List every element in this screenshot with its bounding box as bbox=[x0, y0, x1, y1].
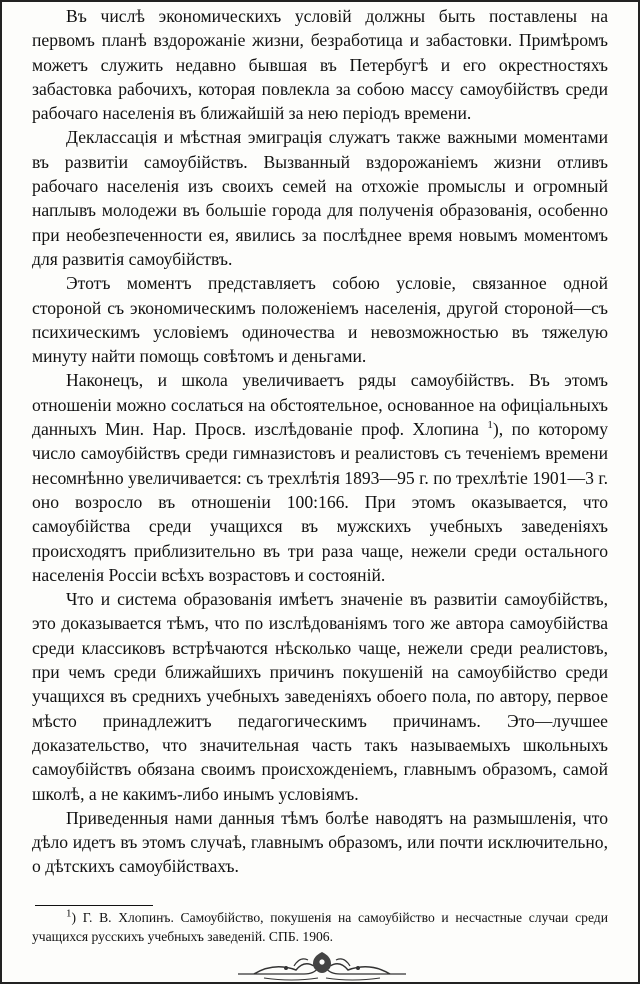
decorative-ornament bbox=[234, 948, 410, 984]
school-statistics-text: Наконецъ, и школа увеличиваетъ ряды самоубійствъ. Въ этомъ отношеніи можно сослаться на обстоятельное, основанное на офиціальныхъ данныхъ Мин. Нар. Просв. изслѣдованіе проф. Хлопина bbox=[32, 370, 608, 440]
paragraph-education-system: Что и система образованія имѣетъ значеніе въ развитіи самоубійствъ, это доказывается тѣмъ, что по изслѣдованіямъ того же автора самоубійства среди классиковъ встрѣчаются нѣсколько чаще, нежели среди реалистовъ, при чемъ среди ближайшихъ причинъ покушеній на самоубійство среди учащихся въ среднихъ учебныхъ заведеніяхъ обоего пола, по автору, первое мѣсто принадлежитъ педагогическимъ причинамъ. Это—лучшее доказательство, что значительная часть такъ называемыхъ школьныхъ самоубійствъ обязана своимъ происхожденіемъ, главнымъ образомъ, самой школѣ, а не какимъ-либо инымъ условіямъ. bbox=[32, 589, 608, 804]
main-text bbox=[32, 4, 608, 879]
paragraph-conclusion: Приведенныя нами данныя тѣмъ болѣе наводятъ на размышленія, что дѣло идетъ въ этомъ случаѣ, главнымъ образомъ, или почти исключительно, о дѣтскихъ самоубійствахъ. bbox=[32, 807, 608, 877]
footnote-text: ) Г. В. Хлопинъ. Самоубійство, покушенія на самоубійство и несчастные случаи среди учащихся русскихъ учебныхъ заведеній. СПБ. 1906. bbox=[32, 910, 608, 944]
footnote bbox=[32, 909, 608, 946]
paragraph-economic-conditions: Въ числѣ экономическихъ условій должны быть поставлены на первомъ планѣ вздорожаніе жизни, безработица и забастовки. Примѣромъ можетъ служить недавно бывшая въ Петербугѣ и его окрестностяхъ забастовка рабочихъ, которая повлекла за собою массу самоубійствъ среди рабочаго населенія въ ближайшій за нею періодъ времени. bbox=[32, 6, 608, 124]
footnote-reference: 1 bbox=[487, 419, 493, 432]
paragraph-school-statistics bbox=[32, 368, 608, 587]
footnote-marker: 1 bbox=[66, 907, 72, 920]
footnote-divider bbox=[35, 905, 153, 906]
school-statistics-continuation: ), по которому число самоубійствъ среди гимназистовъ и реалистовъ съ теченіемъ времени несомнѣнно увеличивается: съ трехлѣтія 1893—95 г. по трехлѣтіе 1901—3 г. оно возросло въ отношеніи 100:166. При этомъ оказывается, что самоубійства среди учащихся въ мужскихъ учебныхъ заведеніяхъ происходятъ приблизительно въ три раза чаще, нежели среди остального населенія Россіи всѣхъ возрастовъ и состояній. bbox=[32, 419, 608, 585]
paragraph-loneliness: Этотъ моментъ представляетъ собою условіе, связанное одной стороной съ экономическимъ положеніемъ населенія, другой стороной—съ психическимъ условіемъ одиночества и невозможностью въ тяжелую минуту найти помощь совѣтомъ и деньгами. bbox=[32, 273, 608, 367]
paragraph-declassation-emigration: Деклассація и мѣстная эмиграція служатъ также важными моментами въ развитіи самоубійствъ. Вызванный вздорожаніемъ жизни отливъ рабочаго населенія изъ своихъ семей на отхожіе промыслы и огромный наплывъ молодежи въ большіе города для полученія образованія, особенно при необезпеченности ея, явились за послѣднее время новымъ моментомъ для развитія самоубійствъ. bbox=[32, 127, 608, 269]
